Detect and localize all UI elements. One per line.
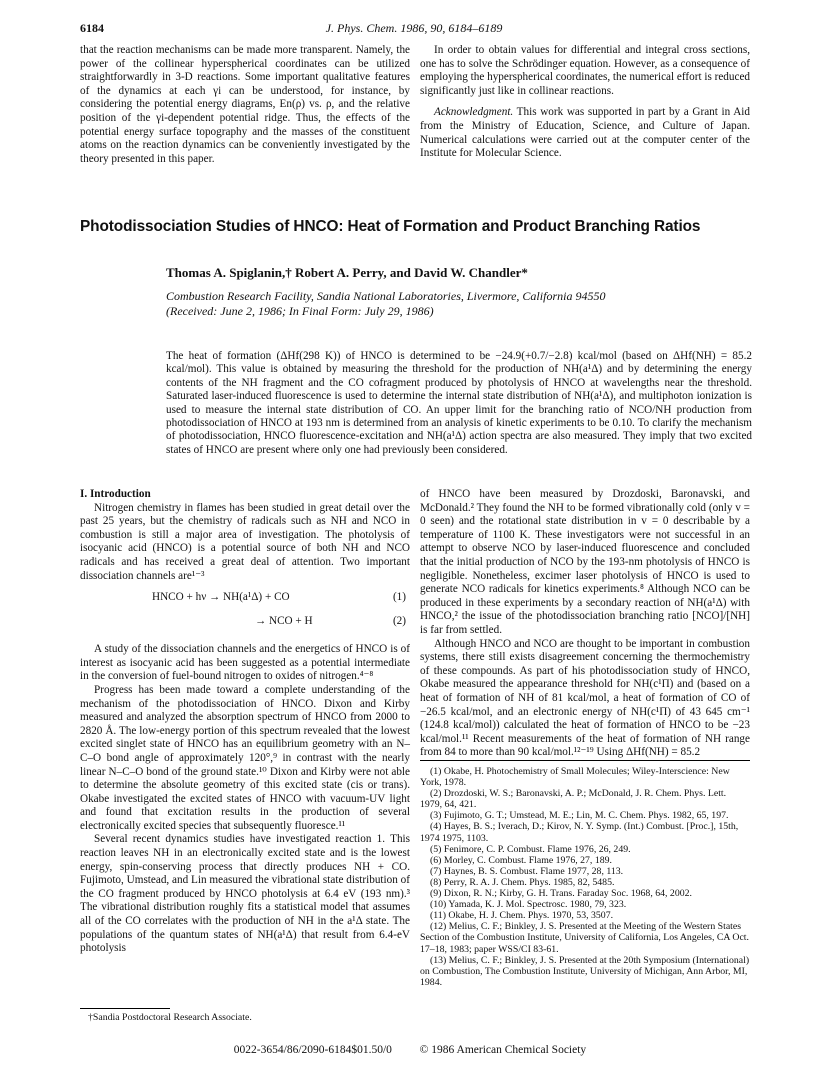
prev-article-text-right: In order to obtain values for differential and integral cross sections, one has to solve the Schrödinger equation. However, as a consequence of employing the hyperspherical coordinates, the numerical effort is reduced significantly just like in collinear reactions. bbox=[420, 44, 751, 97]
issn-code: 0022-3654/86/2090-6184$01.50/0 bbox=[233, 1044, 392, 1056]
reference-item: (3) Fujimoto, G. T.; Umstead, M. E.; Lin, M. C. Chem. Phys. 1982, 65, 197. bbox=[430, 810, 729, 822]
prev-article-text: that the reaction mechanisms can be made more transparent. Namely, the power of the collinear hyperspherical coordinates can be utilized straightforwardly in 3-D reactions. Some important qualitative features of the dynamics at each γi can be understood, for instance, by considering the potential energy diagrams, En(ρ) vs. ρ, and the relative position of the γi-dependent potential ridge. Thus, the effects of the potential energy surface topography and the masses of the constituent atoms on the reaction dynamics can be conveniently investigated by the theory presented in this paper. bbox=[80, 44, 410, 165]
paragraph: Nitrogen chemistry in flames has been studied in great detail over the past 25 years, but the chemistry of radicals such as NH and NCO in combustion is still a major area of investigation. The photolysis of isocyanic acid (HNCO) is a potential source of both NH and NCO radicals and has received a great deal of attention. Two important dissociation channels are¹⁻³ bbox=[80, 501, 410, 582]
reference-item: (4) Hayes, B. S.; Iverach, D.; Kirov, N. Y. Symp. (Int.) Combust. [Proc.], 15th, 1974 1975, 1103. bbox=[420, 821, 739, 844]
acknowledgment-text: This work was supported in part by a Grant in Aid from the Ministry of Education, Science, and Culture of Japan. Numerical calculations were carried out at the computer center of the Institute for Molecular Science. bbox=[420, 106, 750, 160]
acknowledgment-label: Acknowledgment. bbox=[434, 106, 514, 119]
prev-article-left-column bbox=[80, 44, 410, 166]
reference-item: (8) Perry, R. A. J. Chem. Phys. 1985, 82, 5485. bbox=[430, 876, 615, 888]
reference-item: (9) Dixon, R. N.; Kirby, G. H. Trans. Faraday Soc. 1968, 64, 2002. bbox=[430, 888, 692, 900]
equation-2-body: → NCO + H bbox=[255, 615, 313, 628]
paragraph: Progress has been made toward a complete understanding of the mechanism of the photodissociation of HNCO. Dixon and Kirby measured and analyzed the absorption spectrum of HNCO from 2000 to 2820 Å. The low-energy portion of this spectrum revealed that the lowest excited singlet state of HNCO has an equilibrium geometry with an N–C–O bond angle of approximately 120°,⁹ in contrast with the nearly linear N–C–O bond of the ground state.¹⁰ Dixon and Kirby were not able to determine the absolute geometry of this excited state (cis or trans). Okabe investigated the excited states of HNCO with vacuum-UV light and found that excitation results in the production of several electronically excited species that subsequently fluoresce.¹¹ bbox=[80, 683, 410, 832]
section-heading: I. Introduction bbox=[80, 488, 151, 500]
journal-citation: J. Phys. Chem. 1986, 90, 6184–6189 bbox=[325, 21, 503, 35]
reference-item: (2) Drozdoski, W. S.; Baronavski, A. P.; McDonald, J. R. Chem. Phys. Lett. 1979, 64, 421. bbox=[420, 788, 727, 811]
article-title: Photodissociation Studies of HNCO: Heat of Formation and Product Branching Ratios bbox=[80, 218, 701, 235]
paragraph: of HNCO have been measured by Drozdoski, Baronavski, and McDonald.² They found the NH to be formed vibrationally cold (only v = 0 seen) and the rotational state distribution in v = 0 describable by a temperature of 1100 K. These investigators were not successful in an attempt to observe NCO by laser-induced fluorescence and concluded that the initial production of NCO by the 193-nm photolysis of HNCO is negligible. Nonetheless, excimer laser photolysis of HNCO is used to generate NCO radicals for kinetics experiments.⁸ Although NCO can be produced in these experiments by a secondary reaction of NH(a¹Δ) with HNCO,² the issue of the photodissociation branching ratio [NCO]/[NH] is far from settled. bbox=[420, 488, 750, 636]
authors: Thomas A. Spiglanin,† Robert A. Perry, and David W. Chandler* bbox=[166, 265, 528, 280]
equation-2-number: (2) bbox=[392, 615, 406, 628]
paragraph: A study of the dissociation channels and the energetics of HNCO is of interest as isocyanic acid has been suggested as a potential intermediate in the conversion of fuel-bound nitrogen to oxides of nitrogen.⁴⁻⁸ bbox=[80, 643, 410, 683]
body-right-column bbox=[420, 488, 750, 760]
equation-2 bbox=[80, 615, 410, 635]
reference-item: (13) Melius, C. F.; Binkley, J. S. Presented at the 20th Symposium (International) on Combustion, The Combustion Institute, University of Michigan, Ann Arbor, MI, 1984. bbox=[420, 954, 750, 988]
references bbox=[420, 766, 750, 988]
abstract: The heat of formation (ΔHf(298 K)) of HNCO is determined to be −24.9(+0.7/−2.8) kcal/mol (based on ΔHf(NH) = 85.2 kcal/mol). This value is obtained by measuring the threshold for the production of NH(a¹Δ) and by determining the energy contents of the NH fragment and the CO cofragment produced by photolysis of HNCO at wavelengths near the threshold. Saturated laser-induced fluorescence is used to determine the internal state distribution of NH(a¹Δ), and multiphoton ionization is used to measure the internal state distribution of CO. An upper limit for the branching ratio of NCO/NH production from photodissociation of HNCO at 193 nm is determined from an analysis of kinetic experiments to be 0.10. To clarify the mechanism of photodissociation, HNCO fluorescence-excitation and NH(a¹Δ) action spectra are also measured. They imply that two excited states of HNCO are present where only one had previously been considered. bbox=[166, 350, 752, 456]
references-rule bbox=[420, 760, 750, 761]
reference-item: (11) Okabe, H. J. Chem. Phys. 1970, 53, 3507. bbox=[430, 910, 614, 922]
reference-item: (1) Okabe, H. Photochemistry of Small Molecules; Wiley-Interscience: New York, 1978. bbox=[420, 766, 730, 789]
paragraph: Several recent dynamics studies have investigated reaction 1. This reaction leaves NH in an electronically excited state and is the lowest energy, spin-conserving process that directly produces NH + CO. Fujimoto, Umstead, and Lin measured the vibrational state distribution of the CO fragment produced by HNCO photolysis at 6.4 eV (193 nm).³ The vibrational distribution roughly fits a statistical model that assumes all of the CO correlates with the production of NH in the a¹Δ state. The populations of the quantum states of NH(a¹Δ) that result from 6.4-eV photolysis bbox=[80, 833, 410, 955]
received-dates: (Received: June 2, 1986; In Final Form: July 29, 1986) bbox=[166, 304, 434, 318]
running-header bbox=[80, 22, 748, 38]
paragraph: Although HNCO and NCO are thought to be important in combustion systems, there still exists disagreement concerning the thermochemistry of these compounds. As part of his photodissociation study of HNCO, Okabe measured the appearance threshold for NH(c¹Π) and (based on a heat of formation of NH of 81 kcal/mol, a heat of formation of CO of −26.5 kcal/mol, and an electronic energy of NH(c¹Π) of 43 645 cm⁻¹ (124.8 kcal/mol)) calculated the heat of formation of HNCO to be −23 kcal/mol.¹¹ Recent measurements of the heat of formation of NH range from 84 to more than 90 kcal/mol.¹²⁻¹⁹ Using ΔHf(NH) = 85.2 bbox=[420, 637, 750, 759]
body-left-column bbox=[80, 488, 410, 956]
equation-1-body: HNCO + hν → NH(a¹Δ) + CO bbox=[152, 591, 290, 604]
copyright: © 1986 American Chemical Society bbox=[419, 1044, 587, 1056]
prev-article-right-column bbox=[420, 44, 750, 161]
reference-item: (5) Fenimore, C. P. Combust. Flame 1976, 26, 249. bbox=[430, 843, 631, 855]
reference-item: (7) Haynes, B. S. Combust. Flame 1977, 28, 113. bbox=[430, 865, 624, 877]
acknowledgment bbox=[420, 106, 750, 160]
reference-item: (6) Morley, C. Combust. Flame 1976, 27, 189. bbox=[430, 854, 612, 866]
equation-1 bbox=[80, 591, 410, 611]
reference-item: (10) Yamada, K. J. Mol. Spectrosc. 1980, 79, 323. bbox=[430, 899, 627, 911]
affiliation: Combustion Research Facility, Sandia National Laboratories, Livermore, California 94550 bbox=[166, 289, 606, 303]
reference-item: (12) Melius, C. F.; Binkley, J. S. Presented at the Meeting of the Western States Section of the Combustion Institute, University of California, Los Angeles, CA Oct. 17–18, 1983; paper WSS/CI 83-61. bbox=[420, 921, 749, 955]
affiliation-block bbox=[166, 289, 605, 319]
page-number: 6184 bbox=[80, 21, 104, 35]
equation-1-number: (1) bbox=[392, 591, 406, 604]
footnote: †Sandia Postdoctoral Research Associate. bbox=[88, 1012, 252, 1023]
footnote-rule bbox=[80, 1008, 170, 1009]
page-footer bbox=[0, 1044, 820, 1058]
